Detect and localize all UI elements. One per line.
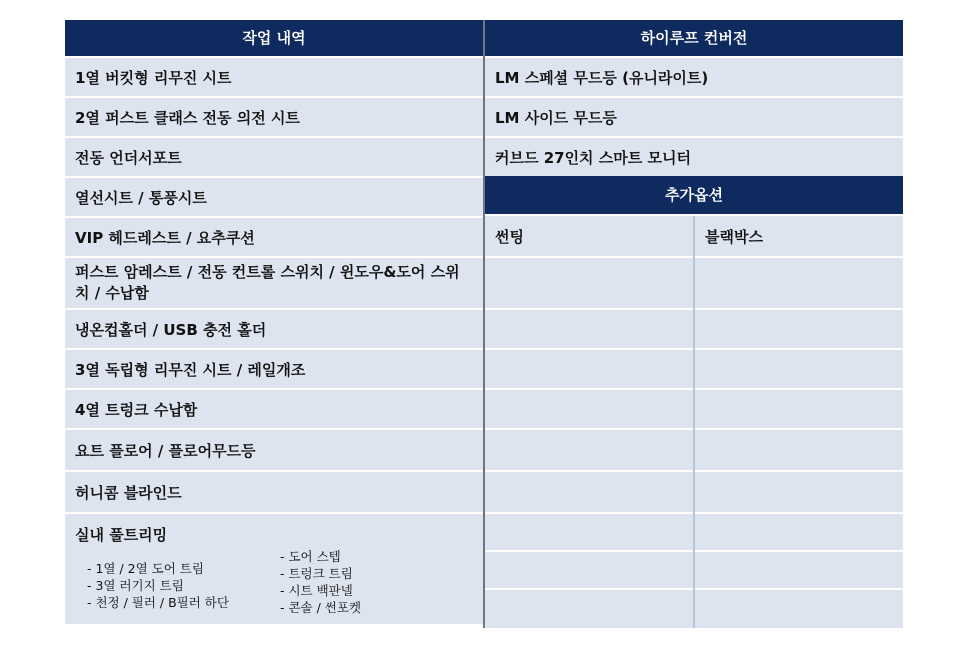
options-header: 추가옵션	[485, 176, 903, 214]
option-blackbox: 블랙박스	[695, 216, 903, 256]
option-empty-cell	[485, 256, 693, 308]
trim-item: - 1열 / 2열 도어 트림	[87, 561, 204, 576]
trim-detail-right	[280, 548, 361, 616]
work-row: 냉온컵홀더 / USB 충전 홀더	[65, 308, 483, 348]
option-empty-cell	[695, 428, 903, 470]
option-empty-cell	[485, 428, 693, 470]
trim-detail-left	[87, 560, 229, 611]
options-grid	[485, 216, 903, 628]
work-row: VIP 헤드레스트 / 요추쿠션	[65, 216, 483, 256]
work-row: 요트 플로어 / 플로어무드등	[65, 428, 483, 470]
option-empty-cell	[695, 256, 903, 308]
work-list-column	[65, 20, 483, 624]
option-empty-cell	[695, 388, 903, 428]
trim-detail	[65, 549, 483, 624]
work-row: 1열 버킷형 리무진 시트	[65, 56, 483, 96]
option-empty-cell	[695, 348, 903, 388]
conversion-row: LM 스페셜 무드등 (유니라이트)	[485, 56, 903, 96]
work-row: 열선시트 / 통풍시트	[65, 176, 483, 216]
work-row: 전동 언더서포트	[65, 136, 483, 176]
conversion-header: 하이루프 컨버전	[485, 20, 903, 56]
option-empty-cell	[485, 550, 693, 588]
work-row: 2열 퍼스트 클래스 전동 의전 시트	[65, 96, 483, 136]
option-tinting: 썬팅	[485, 216, 693, 256]
work-row: 3열 독립형 리무진 시트 / 레일개조	[65, 348, 483, 388]
option-empty-cell	[485, 588, 693, 628]
trim-item: - 트렁크 트림	[280, 566, 353, 581]
conversion-row: 커브드 27인치 스마트 모니터	[485, 136, 903, 176]
trim-item: - 도어 스텝	[280, 549, 341, 564]
option-empty-cell	[695, 308, 903, 348]
work-row: 퍼스트 암레스트 / 전동 컨트롤 스위치 / 윈도우&도어 스위치 / 수납함	[65, 256, 483, 308]
option-empty-cell	[485, 308, 693, 348]
conversion-column	[485, 20, 903, 246]
option-empty-cell	[695, 512, 903, 550]
option-empty-cell	[485, 470, 693, 512]
work-table	[65, 20, 903, 628]
trim-item: - 시트 백판넬	[280, 583, 353, 598]
work-row: 4열 트렁크 수납함	[65, 388, 483, 428]
option-empty-cell	[695, 588, 903, 628]
work-row: 실내 풀트리밍	[65, 512, 483, 554]
option-empty-cell	[695, 470, 903, 512]
option-empty-cell	[485, 512, 693, 550]
work-list-header: 작업 내역	[65, 20, 483, 56]
trim-item: - 천정 / 필러 / B필러 하단	[87, 595, 229, 610]
work-row: 허니콤 블라인드	[65, 470, 483, 512]
options-divider	[693, 216, 695, 628]
trim-item: - 콘솔 / 썬포켓	[280, 600, 362, 615]
trim-item: - 3열 러기지 트림	[87, 578, 184, 593]
option-empty-cell	[485, 348, 693, 388]
option-empty-cell	[695, 550, 903, 588]
conversion-row: LM 사이드 무드등	[485, 96, 903, 136]
option-empty-cell	[485, 388, 693, 428]
